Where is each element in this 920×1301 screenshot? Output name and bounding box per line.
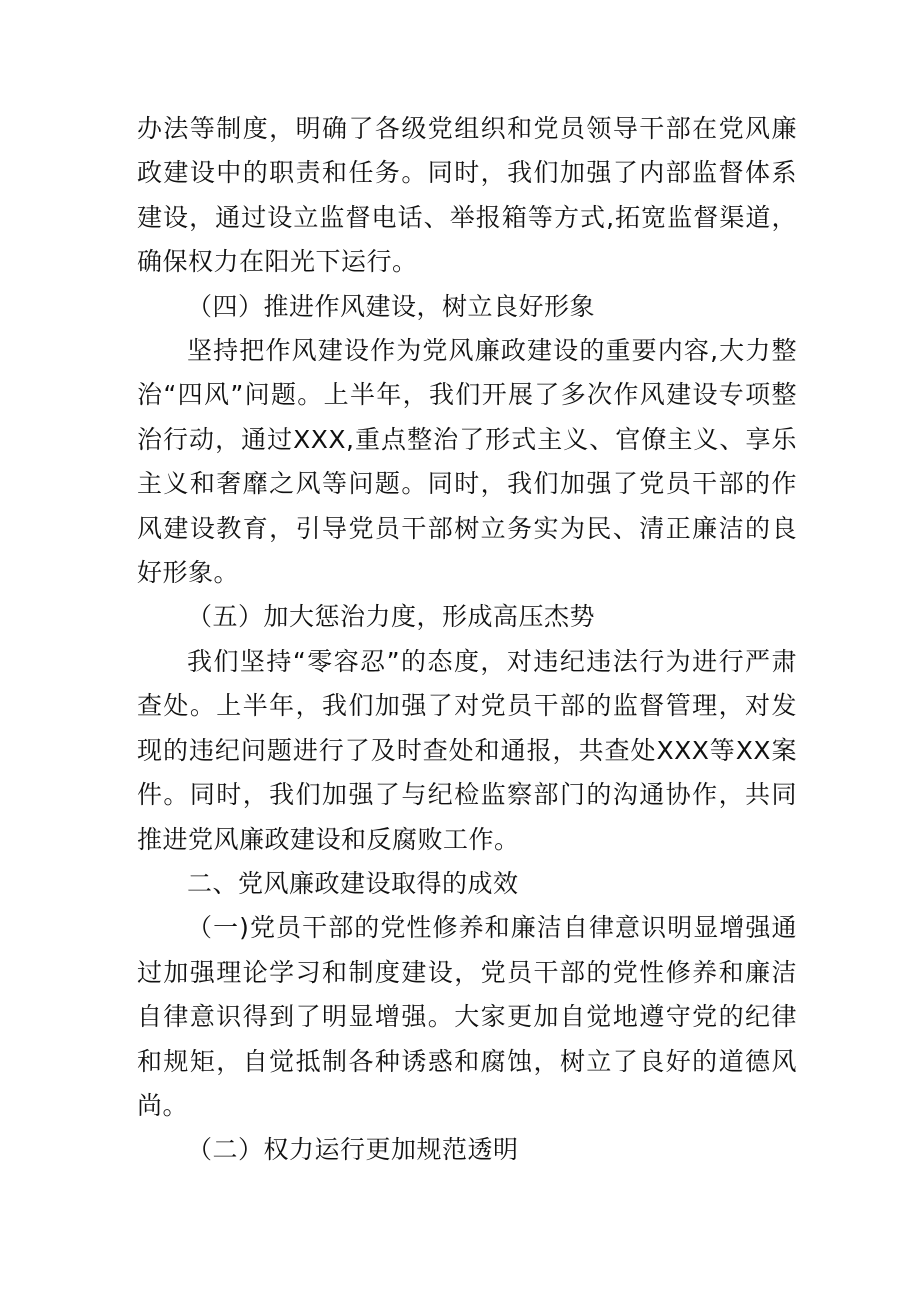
chapter-heading-2: 二、党风廉政建设取得的成效: [187, 868, 519, 898]
paragraph-continued: 办法等制度，明确了各级党组织和党员领导干部在党风廉政建设中的职责和任务。同时，我们加强了内部监督体系建设，通过设立监督电话、举报箱等方式,拓宽监督渠道，确保权力在阳光下运行。: [137, 114, 797, 277]
document-body: [137, 107, 797, 1173]
section-heading-achievement-2: （二）权力运行更加规范透明: [187, 1135, 519, 1165]
paragraph-style-building: 坚持把作风建设作为党风廉政建设的重要内容,大力整治“四风”问题。上半年，我们开展了多次作风建设专项整治行动，通过XXX,重点整治了形式主义、官僚主义、享乐主义和奢靡之风等问题。同时，我们加强了党员干部的作风建设教育，引导党员干部树立务实为民、清正廉洁的良好形象。: [137, 336, 797, 588]
paragraph-achievements-1: （一)党员干部的党性修养和廉洁自律意识明显增强通过加强理论学习和制度建设，党员干部的党性修养和廉洁自律意识得到了明显增强。大家更加自觉地遵守党的纪律和规矩，自觉抵制各种诱惑和腐蚀，树立了良好的道德风尚。: [137, 913, 797, 1120]
section-heading-4: （四）推进作风建设，树立良好形象: [187, 291, 596, 321]
section-heading-5: （五）加大惩治力度，形成高压杰势: [187, 602, 596, 632]
paragraph-punishment: 我们坚持“零容忍”的态度，对违纪违法行为进行严肃查处。上半年，我们加强了对党员干部的监督管理，对发现的违纪问题进行了及时查处和通报，共查处XXX等XX案件。同时，我们加强了与纪检监察部门的沟通协作，共同推进党风廉政建设和反腐败工作。: [137, 646, 797, 854]
